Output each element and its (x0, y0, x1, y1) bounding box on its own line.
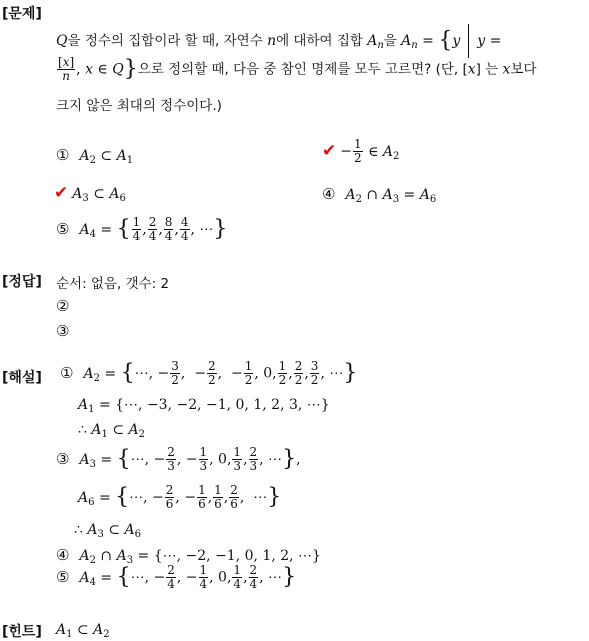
choice-1: ① $A_2$ ⊂ $A_1$ (56, 146, 134, 166)
explanation-conclusion-2: ∴ $A_3$ ⊂ $A_6$ (74, 522, 142, 540)
answer-second: ③ (56, 322, 70, 340)
problem-line-3: 크지 않은 최대의 정수이다.) (56, 98, 222, 114)
answer-first: ② (56, 297, 70, 315)
problem-header: [문제] (2, 6, 42, 22)
explanation-a6: $A_6$ = {⋯, − $\frac{2}{6}$ , − $\frac{1}{6}$ , $\frac{1}{6}$ , $\frac{2}{6}$ , ⋯} (78, 483, 282, 511)
explanation-a1: $A_1$ = {⋯, −3, −2, −1, 0, 1, 2, 3, ⋯} (78, 397, 330, 415)
check-mark-icon: ✔ (54, 183, 69, 203)
choice-2: ✔ − $\frac{1}{2}$ ∈ $A_2$ (322, 137, 400, 165)
explanation-header: [해설] (2, 370, 42, 386)
explanation-a2: ① $A_2$ = {⋯, − $\frac{3}{2}$ , − $\frac{2}{2}$ , − $\frac{1}{2}$ , 0, $\frac{1}{2}$ , $\frac{2}{2}$ , $\frac{3}{2}$ , ⋯} (60, 359, 358, 387)
answer-summary: 순서: 없음, 갯수: 2 (56, 276, 170, 292)
problem-line-1: Q을 정수의 집합이라 할 때, 자연수 n에 대하여 집합 $A_n$을 $A_n = \{y$ y = (56, 24, 501, 58)
choice-5: ⑤ $A_4$ = { $\frac{1}{4}$ , $\frac{2}{4}$ , $\frac{8}{4}$ , $\frac{4}{4}$ , ⋯} (56, 215, 228, 243)
check-mark-icon: ✔ (322, 140, 337, 161)
problem-line-2: $\frac{[x]}{n}$ , x ∈ Q}으로 정의할 때, 다음 중 참인 명제를 모두 고르면? (단, [x] 는 x보다 (58, 55, 537, 83)
answer-header: [정답] (2, 274, 42, 290)
explanation-conclusion-1: ∴ $A_1$ ⊂ $A_2$ (78, 422, 146, 440)
choice-4: ④ $A_2$ ∩ $A_3 = A_6$ (322, 185, 437, 205)
explanation-a4: ⑤ $A_4$ = {⋯, − $\frac{2}{4}$ , − $\frac{1}{4}$ , 0, $\frac{1}{4}$ , $\frac{2}{4}$ , ⋯} (56, 563, 297, 591)
choice-3: ✔ $A_3$ ⊂ $A_6$ (54, 183, 126, 204)
explanation-a3: ③ $A_3$ = {⋯, − $\frac{2}{3}$ , − $\frac{1}{3}$ , 0, $\frac{1}{3}$ , $\frac{2}{3}$ , ⋯}, (56, 445, 301, 473)
hint-text: $A_1$ ⊂ $A_2$ (56, 622, 110, 640)
explanation-intersection: ④ $A_2$ ∩ $A_3$ = {⋯, −2, −1, 0, 1, 2, ⋯} (56, 546, 321, 566)
hint-header: [힌트] (2, 624, 42, 640)
